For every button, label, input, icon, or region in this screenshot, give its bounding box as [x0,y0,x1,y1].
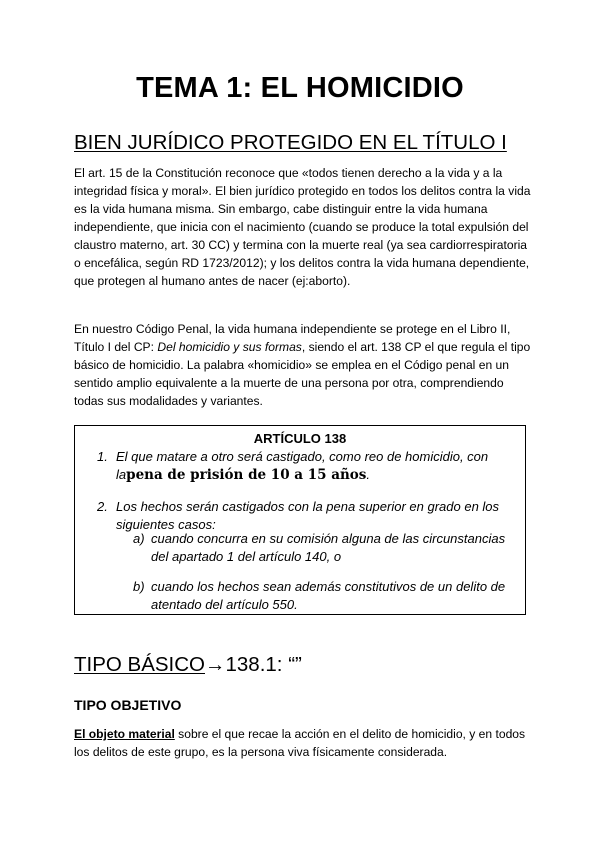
subitem-text: cuando los hechos sean además constitutivos de un delito de atentado del artículo 550. [151,579,506,612]
paragraph-italic-title: Del homicidio y sus formas [157,340,302,354]
item-number: 2. [97,499,108,514]
item-end: . [366,467,371,482]
paragraph-text-end: , siendo el art. 138 CP el que regula el tipo básico de homicidio. La palabra «homicidio» se emplea en el Código penal en un sentido amplio equivalente a la muerte de una persona por otra, comprendiendo todas sus modalidades y variantes. [74,340,531,408]
paragraph-text-start: En nuestro Código Penal, la vida humana independiente se protege en el Libro II, Título I del CP: [74,322,511,354]
article-title: ARTÍCULO 138 [253,431,347,446]
section-heading-tipo-basico [74,653,302,677]
item-text: El que matare a otro será castigado, como reo de homicidio, con la [116,449,489,482]
paragraph-text: El art. 15 de la Constitución reconoce que «todos tienen derecho a la vida y a la integridad física y moral». El bien jurídico protegido en todos los delitos contra la vida es la vida humana misma. Sin embargo, cabe distinguir entre la vida humana independiente, que inicia con el nacimiento (cuando se produce la total expulsión del claustro materno, art. 30 CC) y termina con la muerte real (ya sea cardiorrespiratoria o encefálica, según RD 1723/2012); y los delitos contra la vida humana dependiente, que protegen al humano antes de nacer (ej:aborto). [74,166,531,288]
paragraph-constitucion [74,164,536,290]
article-item-1 [97,448,522,484]
article-subitem-b [133,578,513,614]
subitem-label: a) [133,531,145,546]
subsection-heading-tipo-objetivo: TIPO OBJETIVO [74,697,182,713]
paragraph-text: sobre el que recae la acción en el delito de homicidio, y en todos los delitos de este grupo, es la persona viva físicamente considerada. [74,727,526,759]
item-penalty: pena de prisión de 10 a 15 años [126,467,367,483]
item-text: Los hechos serán castigados con la pena superior en grado en los siguientes casos: [116,499,500,532]
page-title: TEMA 1: EL HOMICIDIO [136,72,464,104]
term-objeto-material: El objeto material [74,727,175,741]
article-138-box [74,425,526,615]
section-heading-suffix: →138.1: “” [205,653,302,676]
article-subitem-a [133,530,513,566]
article-item-2 [97,498,522,534]
subitem-label: b) [133,579,145,594]
paragraph-codigo-penal [74,320,536,410]
section-heading-bien-juridico: BIEN JURÍDICO PROTEGIDO EN EL TÍTULO I [74,131,507,154]
item-number: 1. [97,449,108,464]
subitem-text: cuando concurra en su comisión alguna de las circunstancias del apartado 1 del artículo 140, o [151,531,506,564]
section-heading-text: TIPO BÁSICO [74,653,205,676]
paragraph-objeto-material [74,725,536,761]
